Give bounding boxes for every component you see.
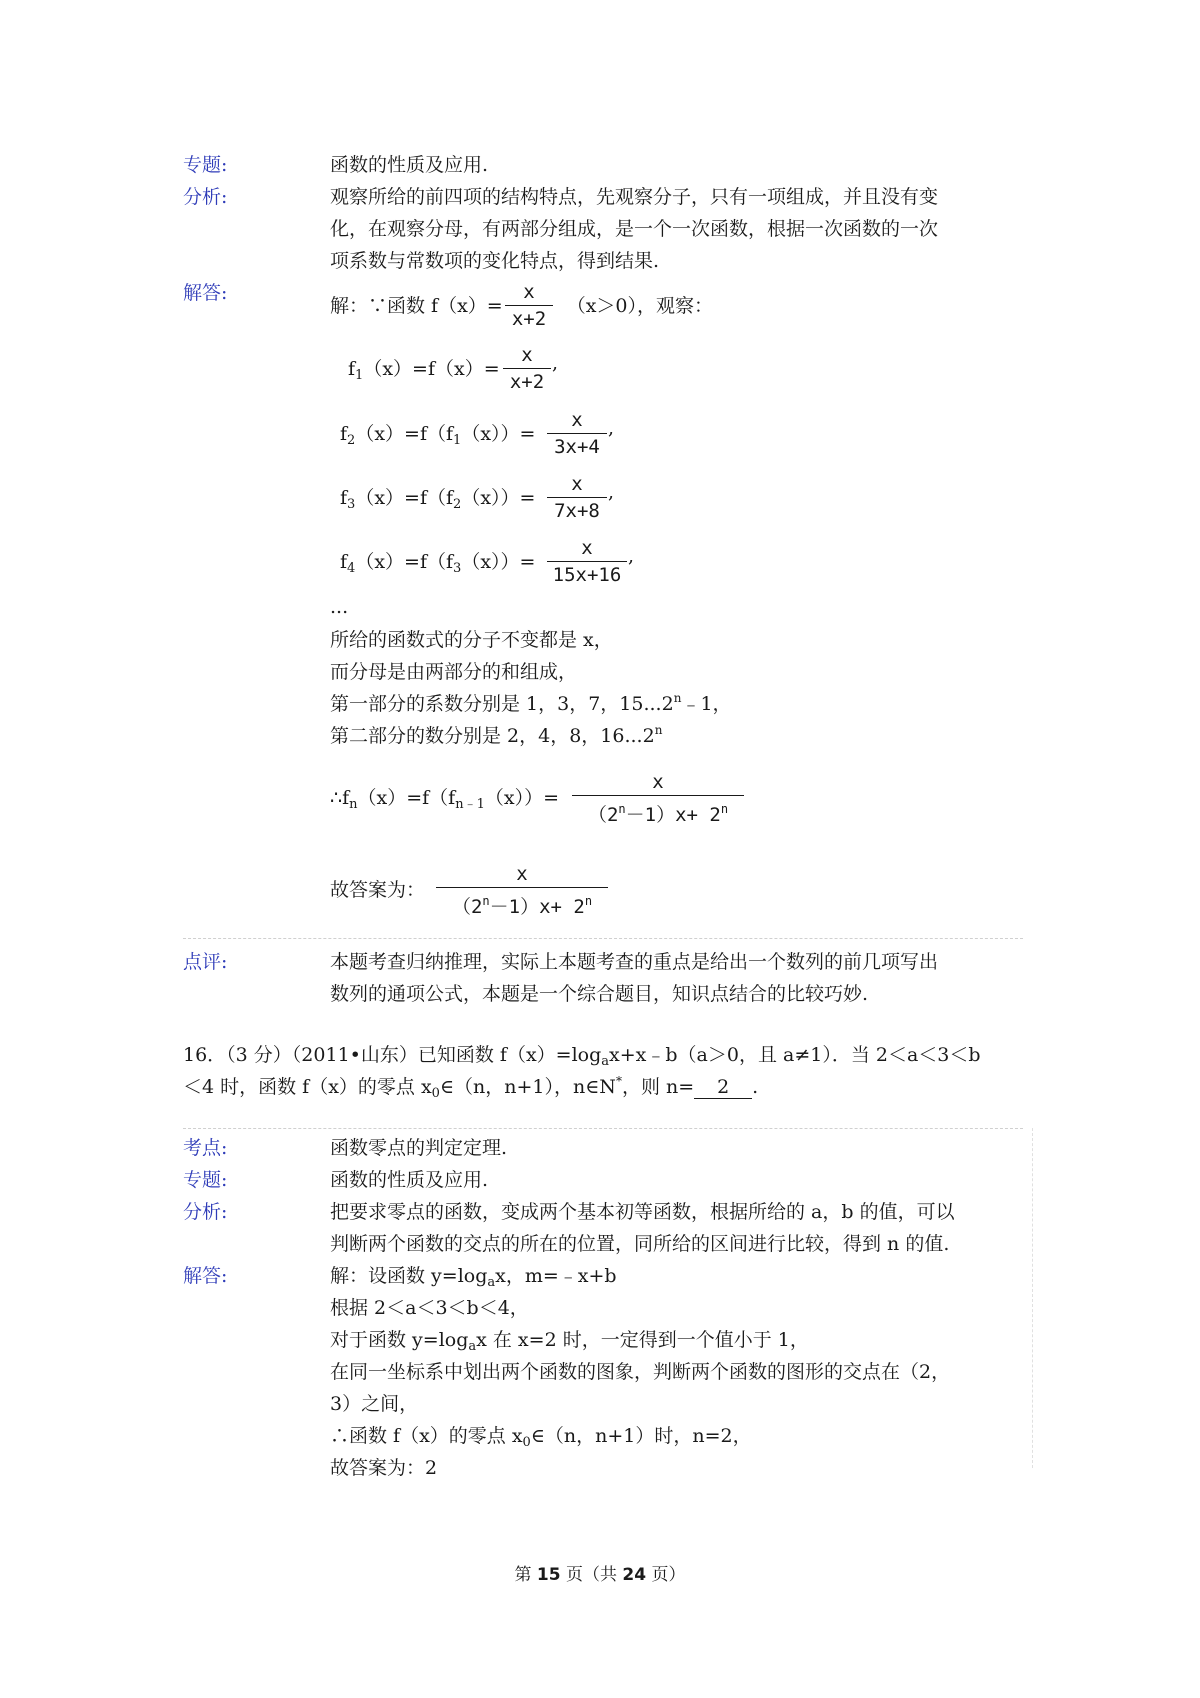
analysis-line-2: 化，在观察分母，有两部分组成，是一个一次函数，根据一次函数的一次 bbox=[330, 218, 939, 240]
den-exponent-1: n bbox=[618, 802, 626, 816]
numerator: x bbox=[652, 771, 664, 793]
fraction-x-over-x-plus-2 bbox=[505, 280, 553, 331]
f3-index: 3 bbox=[347, 497, 356, 512]
den-part-a: （2 bbox=[587, 804, 619, 826]
footer-mid: 页（共 bbox=[560, 1565, 623, 1585]
numerator: x bbox=[521, 344, 533, 366]
fn-body-a: （x）=f（f bbox=[357, 787, 456, 809]
analysis-line-1: 把要求零点的函数，变成两个基本初等函数，根据所给的 a，b 的值，可以 bbox=[330, 1201, 955, 1223]
line-c-exponent: n bbox=[673, 691, 682, 705]
numerator: x bbox=[571, 409, 583, 431]
comma: , bbox=[608, 481, 615, 503]
fn-body-b: （x））= bbox=[484, 787, 559, 809]
line-c-end: ﹣1， bbox=[681, 693, 732, 715]
fn-f: ∴f bbox=[330, 787, 350, 809]
denominator bbox=[436, 889, 608, 919]
denominator: 7x+8 bbox=[554, 500, 600, 522]
numerator: x bbox=[571, 473, 583, 495]
fraction-bar bbox=[547, 497, 607, 498]
stem2-mid: ∈（n，n+1），n∈N bbox=[439, 1076, 616, 1098]
numerator: x bbox=[516, 863, 528, 885]
line-d-text: 第二部分的数分别是 2，4，8，16...2 bbox=[330, 725, 655, 747]
den-part-a: （2 bbox=[451, 896, 483, 918]
q16-stem-line-2 bbox=[183, 1072, 758, 1101]
q16-solution-4: 在同一坐标系中划出两个函数的图象，判断两个函数的图形的交点在（2， bbox=[330, 1361, 951, 1383]
fraction-f4 bbox=[547, 536, 627, 587]
divider bbox=[183, 1128, 1023, 1129]
q16-stem-line-1 bbox=[183, 1040, 981, 1069]
solution-line-c bbox=[330, 689, 732, 716]
s6-text: ∴函数 f（x）的零点 x bbox=[330, 1425, 523, 1447]
label-point: 考点: bbox=[183, 1137, 228, 1159]
footer-post: 页） bbox=[646, 1565, 686, 1585]
intro-suffix: （x＞0），观察： bbox=[566, 295, 714, 317]
label-analysis: 分析: bbox=[183, 1201, 228, 1223]
f4-index: 4 bbox=[347, 561, 356, 576]
comma: , bbox=[628, 545, 635, 567]
f3-expression bbox=[340, 483, 535, 512]
analysis-line-2: 判断两个函数的交点的所在的位置，同所给的区间进行比较，得到 n 的值. bbox=[330, 1233, 950, 1255]
stem1-text: 16．（3 分）（2011•山东）已知函数 f（x）=log bbox=[183, 1044, 602, 1066]
s1-log-base: a bbox=[487, 1275, 496, 1290]
q16-solution-1 bbox=[330, 1261, 617, 1290]
f4-body-b: （x））= bbox=[461, 551, 536, 573]
f3-f: f bbox=[340, 487, 348, 509]
page-footer bbox=[0, 1560, 1200, 1585]
comment-line-2: 数列的通项公式，本题是一个综合题目，知识点结合的比较巧妙. bbox=[330, 983, 869, 1005]
intro-prefix: 解：∵函数 f（x）= bbox=[330, 295, 503, 317]
answer-blank: 2 bbox=[694, 1076, 752, 1099]
label-answer: 解答: bbox=[183, 282, 228, 304]
stem1-end: x+x﹣b（a＞0，且 a≠1）．当 2＜a＜3＜b bbox=[609, 1044, 981, 1066]
fraction-bar bbox=[572, 795, 744, 796]
label-topic: 专题: bbox=[183, 1169, 228, 1191]
denominator: 3x+4 bbox=[554, 436, 600, 458]
fraction-bar bbox=[547, 561, 627, 562]
fraction-final-answer bbox=[436, 862, 608, 919]
label-answer: 解答: bbox=[183, 1265, 228, 1287]
s6-subscript: 0 bbox=[522, 1435, 531, 1450]
f4-body-a: （x）=f（f bbox=[355, 551, 454, 573]
stem1-log-base: a bbox=[601, 1054, 610, 1069]
f3-body-a: （x）=f（f bbox=[355, 487, 454, 509]
solution-line-a: 所给的函数式的分子不变都是 x， bbox=[330, 629, 613, 651]
denominator: x+2 bbox=[511, 308, 547, 330]
f4-f: f bbox=[340, 551, 348, 573]
f2-index: 2 bbox=[347, 433, 356, 448]
f3-body-b: （x））= bbox=[461, 487, 536, 509]
fraction-f2 bbox=[547, 408, 607, 459]
s6-end: ∈（n，n+1）时，n=2， bbox=[530, 1425, 752, 1447]
numerator: x bbox=[523, 281, 535, 303]
fraction-bar bbox=[547, 433, 607, 434]
numerator: x bbox=[581, 537, 593, 559]
stem2-text: ＜4 时，函数 f（x）的零点 x bbox=[183, 1076, 432, 1098]
s3-log-base: a bbox=[468, 1339, 477, 1354]
f4-inner-index: 3 bbox=[453, 561, 462, 576]
stem2-period: . bbox=[752, 1076, 759, 1098]
topic-text: 函数的性质及应用. bbox=[330, 154, 489, 176]
line-d-exponent: n bbox=[654, 723, 663, 737]
den-part-b: －1）x+ 2 bbox=[489, 896, 585, 918]
f2-inner-index: 1 bbox=[453, 433, 462, 448]
f1-body: （x）=f（x）= bbox=[363, 358, 500, 380]
denominator bbox=[572, 797, 744, 827]
den-exponent-2: n bbox=[720, 802, 729, 816]
total-pages: 24 bbox=[622, 1565, 647, 1585]
denominator: x+2 bbox=[509, 371, 545, 393]
analysis-line-1: 观察所给的前四项的结构特点，先观察分子，只有一项组成，并且没有变 bbox=[330, 186, 939, 208]
topic-text: 函数的性质及应用. bbox=[330, 1169, 489, 1191]
s1-text: 解：设函数 y=log bbox=[330, 1265, 488, 1287]
footer-pre: 第 bbox=[514, 1565, 537, 1585]
denominator: 15x+16 bbox=[552, 564, 622, 586]
final-answer-label: 故答案为： bbox=[330, 879, 426, 901]
point-text: 函数零点的判定定理. bbox=[330, 1137, 508, 1159]
den-exponent-2: n bbox=[584, 894, 593, 908]
page-number: 15 bbox=[536, 1565, 561, 1585]
stem2-star: * bbox=[615, 1074, 622, 1088]
label-comment: 点评: bbox=[183, 951, 228, 973]
box-border bbox=[1032, 1128, 1033, 1468]
fn-expression bbox=[330, 783, 559, 812]
label-topic: 专题: bbox=[183, 154, 228, 176]
q16-solution-6 bbox=[330, 1421, 752, 1450]
s3-end: x 在 x=2 时，一定得到一个值小于 1， bbox=[476, 1329, 809, 1351]
f1-f: f bbox=[348, 358, 356, 380]
fn-index: n bbox=[349, 797, 358, 812]
ellipsis: ... bbox=[330, 596, 349, 618]
q16-solution-7: 故答案为：2 bbox=[330, 1457, 438, 1479]
comment-line-1: 本题考查归纳推理，实际上本题考查的重点是给出一个数列的前几项写出 bbox=[330, 951, 939, 973]
solution-line-b: 而分母是由两部分的和组成， bbox=[330, 661, 578, 683]
q16-solution-3 bbox=[330, 1325, 809, 1354]
line-c-text: 第一部分的系数分别是 1，3，7，15...2 bbox=[330, 693, 674, 715]
f2-f: f bbox=[340, 423, 348, 445]
fraction-f1 bbox=[503, 343, 551, 394]
f2-body-b: （x））= bbox=[461, 423, 536, 445]
s3-text: 对于函数 y=log bbox=[330, 1329, 469, 1351]
label-analysis: 分析: bbox=[183, 186, 228, 208]
fraction-bar bbox=[436, 887, 608, 888]
solution-line-d bbox=[330, 721, 662, 748]
comma: , bbox=[552, 352, 559, 374]
stem2-subscript: 0 bbox=[431, 1086, 440, 1101]
stem2-end: ，则 n= bbox=[621, 1076, 695, 1098]
f2-expression bbox=[340, 419, 535, 448]
q16-solution-5: 3）之间， bbox=[330, 1393, 419, 1415]
f1-index: 1 bbox=[355, 368, 364, 383]
den-exponent-1: n bbox=[482, 894, 490, 908]
f3-inner-index: 2 bbox=[453, 497, 462, 512]
s1-end: x，m=﹣x+b bbox=[495, 1265, 617, 1287]
fraction-fn bbox=[572, 770, 744, 827]
f1-expression bbox=[348, 354, 500, 383]
f4-expression bbox=[340, 547, 535, 576]
q16-solution-2: 根据 2＜a＜3＜b＜4， bbox=[330, 1297, 529, 1319]
analysis-line-3: 项系数与常数项的变化特点，得到结果. bbox=[330, 250, 660, 272]
fraction-f3 bbox=[547, 472, 607, 523]
fraction-bar bbox=[503, 368, 551, 369]
comma: , bbox=[608, 417, 615, 439]
fn-inner-index: n﹣1 bbox=[455, 797, 485, 812]
den-part-b: －1）x+ 2 bbox=[625, 804, 721, 826]
divider bbox=[183, 938, 1023, 939]
fraction-bar bbox=[505, 305, 553, 306]
f2-body-a: （x）=f（f bbox=[355, 423, 454, 445]
